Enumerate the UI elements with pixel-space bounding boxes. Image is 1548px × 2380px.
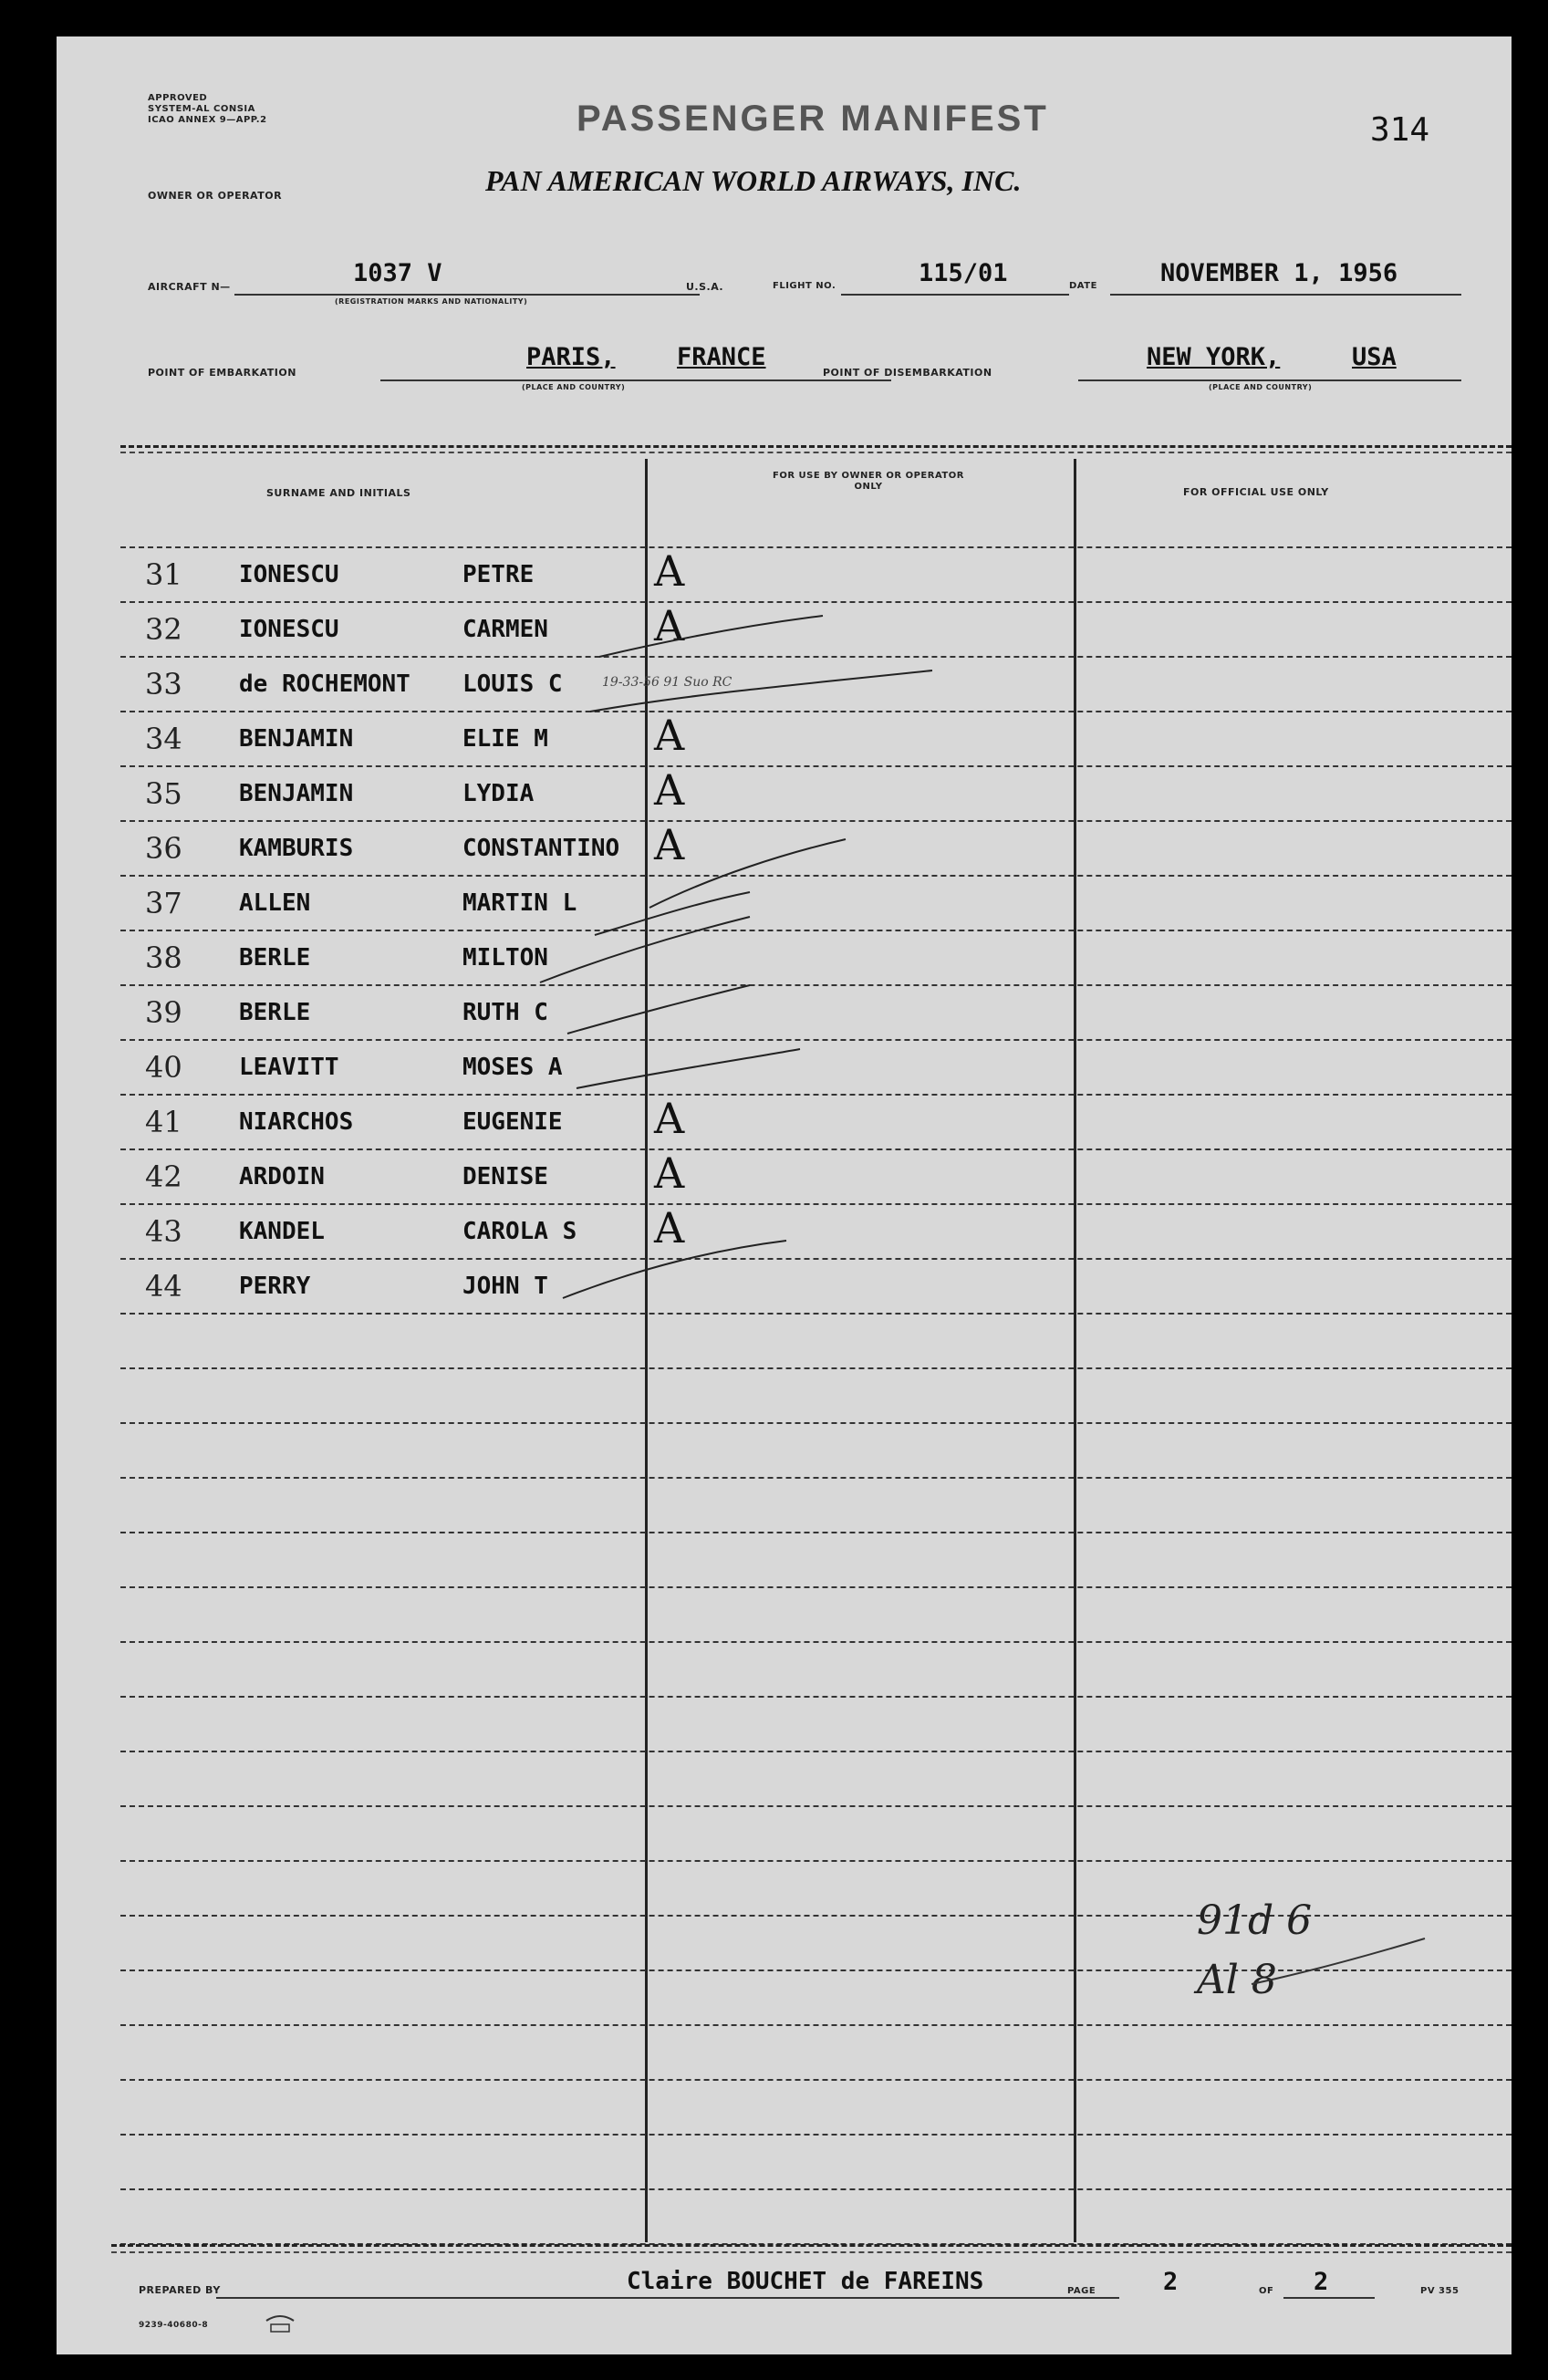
row-number: 31 (145, 557, 182, 592)
given-name-cell: PETRE (462, 561, 535, 588)
given-name-cell: EUGENIE (462, 1108, 563, 1136)
pencil-note-1: 91d 6 (1197, 1897, 1313, 1944)
usa-label: U.S.A. (686, 281, 724, 293)
disembark-city: NEW YORK, (1147, 343, 1281, 371)
pencil-stroke (1242, 1934, 1443, 1998)
approval-line: SYSTEM-AL CONSIA (148, 104, 255, 114)
surname-cell: KANDEL (239, 1218, 325, 1245)
given-name-cell: CARMEN (462, 616, 548, 643)
pencil-note-2: Al 8 (1197, 1957, 1277, 2003)
surname-cell: PERRY (239, 1273, 311, 1300)
flight-value: 115/01 (919, 259, 1008, 287)
given-name-cell: LYDIA (462, 780, 535, 807)
page-label: PAGE (1067, 2286, 1096, 2296)
margin-note: 19-33-56 91 Suo RC (602, 675, 732, 690)
surname-cell: BENJAMIN (239, 780, 354, 807)
surname-cell: LEAVITT (239, 1054, 339, 1081)
disembark-country: USA (1352, 343, 1397, 371)
page-title: PASSENGER MANIFEST (577, 99, 1049, 139)
embark-country: FRANCE (677, 343, 766, 371)
surname-cell: KAMBURIS (239, 835, 354, 862)
owner-mark: A (654, 820, 685, 869)
aircraft-label: AIRCRAFT N— (148, 281, 231, 293)
surname-cell: BENJAMIN (239, 725, 354, 753)
prepared-label: PREPARED BY (139, 2284, 221, 2296)
owner-mark: A (654, 1148, 685, 1198)
given-name-cell: DENISE (462, 1163, 548, 1190)
row-number: 42 (145, 1159, 182, 1194)
given-name-cell: ELIE M (462, 725, 548, 753)
row-number: 34 (145, 722, 182, 756)
row-number: 38 (145, 941, 182, 975)
flight-label: FLIGHT NO. (773, 281, 836, 291)
given-name-cell: CAROLA S (462, 1218, 577, 1245)
row-number: 32 (145, 612, 182, 647)
embark-sub: (PLACE AND COUNTRY) (522, 383, 626, 391)
surname-cell: IONESCU (239, 616, 339, 643)
owner-value: PAN AMERICAN WORLD AIRWAYS, INC. (485, 164, 1022, 197)
surname-cell: ARDOIN (239, 1163, 325, 1190)
form-code: PV 355 (1420, 2286, 1460, 2296)
prepared-value: Claire BOUCHET de FAREINS (627, 2268, 984, 2295)
owner-label: OWNER OR OPERATOR (148, 190, 283, 202)
given-name-cell: CONSTANTINO (462, 835, 620, 862)
disembark-sub: (PLACE AND COUNTRY) (1209, 383, 1313, 391)
owner-mark: A (654, 1094, 685, 1143)
of-label: OF (1259, 2286, 1274, 2296)
surname-cell: ALLEN (239, 889, 311, 917)
surname-cell: NIARCHOS (239, 1108, 354, 1136)
surname-cell: BERLE (239, 999, 311, 1026)
given-name-cell: MILTON (462, 944, 548, 972)
row-number: 44 (145, 1269, 182, 1304)
approval-line: ICAO ANNEX 9—APP.2 (148, 115, 267, 125)
surname-cell: BERLE (239, 944, 311, 972)
col-header-name: SURNAME AND INITIALS (266, 487, 411, 499)
surname-cell: IONESCU (239, 561, 339, 588)
print-code: 9239-40680-8 (139, 2321, 209, 2330)
col-header-official: FOR OFFICIAL USE ONLY (1183, 486, 1329, 498)
checkmark-strokes (57, 36, 1512, 2354)
manifest-sheet (57, 36, 1512, 2354)
row-number: 40 (145, 1050, 182, 1085)
given-name-cell: JOHN T (462, 1273, 548, 1300)
approval-line: APPROVED (148, 93, 208, 103)
printer-seal-icon (262, 2310, 298, 2337)
embark-label: POINT OF EMBARKATION (148, 367, 296, 379)
table-bottom-rule (111, 2244, 1512, 2247)
row-number: 36 (145, 831, 182, 866)
page-number: 314 (1370, 111, 1430, 149)
surname-cell: de ROCHEMONT (239, 670, 410, 698)
embark-city: PARIS, (526, 343, 616, 371)
owner-mark: A (654, 1203, 685, 1252)
page-value: 2 (1163, 2268, 1179, 2296)
row-number: 35 (145, 776, 182, 811)
row-number: 39 (145, 995, 182, 1030)
given-name-cell: LOUIS C (462, 670, 563, 698)
aircraft-sub: (REGISTRATION MARKS AND NATIONALITY) (335, 297, 528, 306)
disembark-label: POINT OF DISEMBARKATION (823, 367, 992, 379)
date-label: DATE (1069, 281, 1097, 291)
row-number: 41 (145, 1105, 182, 1139)
col-header-owner: FOR USE BY OWNER OR OPERATOR ONLY (773, 471, 964, 492)
aircraft-value: 1037 V (353, 259, 442, 287)
row-number: 37 (145, 886, 182, 920)
owner-mark: A (654, 546, 685, 596)
given-name-cell: MOSES A (462, 1054, 563, 1081)
row-number: 43 (145, 1214, 182, 1249)
date-value: NOVEMBER 1, 1956 (1160, 259, 1398, 287)
row-number: 33 (145, 667, 182, 702)
owner-mark: A (654, 711, 685, 760)
owner-mark: A (654, 601, 685, 650)
given-name-cell: MARTIN L (462, 889, 577, 917)
owner-mark: A (654, 765, 685, 815)
of-value: 2 (1314, 2268, 1329, 2296)
given-name-cell: RUTH C (462, 999, 548, 1026)
